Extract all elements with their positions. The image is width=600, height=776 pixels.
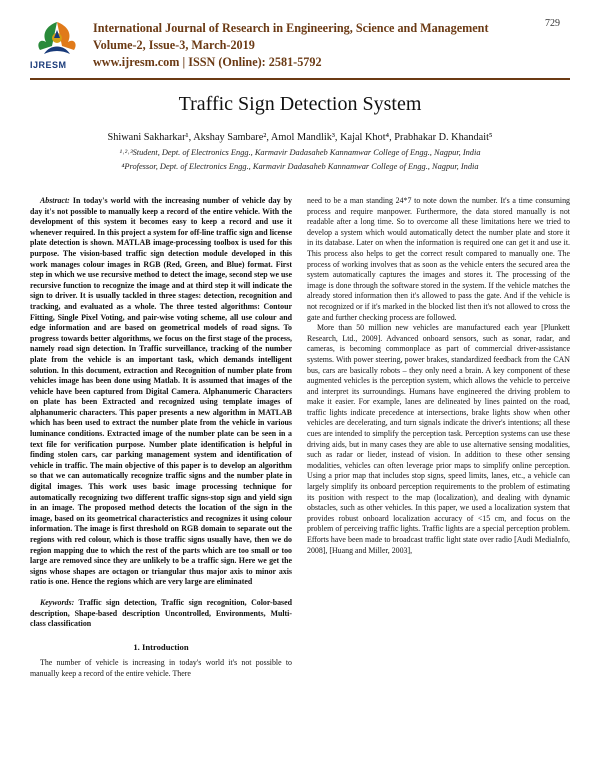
- section-heading-introduction: 1. Introduction: [133, 641, 189, 652]
- journal-name: International Journal of Research in Engineering, Science and Management: [93, 21, 489, 35]
- paper-title: Traffic Sign Detection System: [178, 93, 422, 115]
- keywords-text: Traffic sign detection, Traffic sign recognition, Color-based description, Shape-based description Uncontrolled, Environments, Multi-class classification: [30, 597, 292, 629]
- logo-text: IJRESM: [30, 60, 67, 70]
- keywords: [30, 598, 292, 630]
- journal-info: [93, 20, 533, 71]
- left-column: [30, 196, 292, 680]
- body-paragraph-2: More than 50 million new vehicles are manufactured each year [Plunkett Research, Ltd., 2009]. Advanced onboard sensors, such as sonar, radar, and cameras, is becoming commonplace as part of commercial driver-assistance systems. With power steering, power brakes, standardized feedback from the CAN bus, cars are basically robots – they only need a brain. A key component of these augmented vehicles is the perception system, which allows the vehicle to perceive and interpret its surroundings. Humans have engineered the driving problem to make it easier. For example, lanes are delineated by lines painted on the road, traffic lights indicate precedence at intersections, brake lights show when other vehicles are decelerating, and turn signals indicate the driver's intentions; all these cues are intended to simplify the perception task. Perception systems can use these driving aids, but in many cases they are able to use alternative sensing modalities, such as radar or lieder, instead of vision. In addition to these other sensing modalities, vehicles can often leverage prior maps to simplify online perception. Using a prior map that includes stop signs, speed limits, lanes, etc., a vehicle can largely simplify its onboard perception requirements to the problem of estimating its position with respect to the map (localization), and dealing with dynamic obstacles, such as other vehicles. In this paper, we used a localization system that provides robust onboard localization accuracy of <15 cm, and focus on the problem of perceiving traffic lights. Traffic lights are a special perception problem. Efforts have been made to broadcast traffic light state over radio [Audi MediaInfo, 2008], [Huang and Miller, 2003],: [307, 323, 570, 555]
- right-column: [307, 196, 570, 556]
- journal-website: www.ijresm.com | ISSN (Online): 2581-5792: [93, 55, 322, 69]
- abstract-text: In today's world with the increasing number of vehicle day by day it's not possible to manually keep a record of the entire vehicle. With the development of this system it becomes easy to keep a record and use it whenever required. In this project a system for off-line traffic sign and license plate detection is shown. MATLAB image-processing toolbox is used for this purpose. The vision-based traffic sign detection module developed in this work manages colour images in RGB (Red, Green, and Blue) format. First step in which we use recursive method to detect the image, second step we use recursive function to recognize the image and at third step it will indicate the sign to driver. It is usually tackled in three stages: detection, recognition and tracking, and evaluated as a whole. The three tested algorithms: Contour Fitting, Single Pixel Voting, and pair-wise voting scheme, all use colour and edge information and are based on geometrical models of road signs. To progress towards better algorithms, we focus on the first stage of the process, namely road sign detection. In Traffic surveillance, tracking of the number plate from the vehicle is an important task, which demands intelligent solution. In this document, extraction and Recognition of number plate from vehicles image has been done using Matlab. It is assumed that images of the vehicle have been captured from Digital Camera. Alphanumeric Characters on plate has been Extracted and recognized using template images of alphanumeric characters. This paper presents a new algorithm in MATLAB which has been used to extract the number plate from the vehicle in various luminance conditions. Extracted image of the number plate can be seen in a text file for verification purpose. Number plate identification is helpful in finding stolen cars, car parking management system and identification of vehicle in traffic. The main objective of this paper is to develop an algorithm so that we can automatically recognize traffic signs and the number plate in digital images. This work uses basic image processing technique for automatically recognizing two different traffic signs-stop sign and yield sign in an image. The proposed method detects the location of the sign in the image, based on its geometrical characteristics and recognizes it using colour information. The image is first threshold on RGB domain to separate out the regions with red colour, which is those traffic signs usually have, then we do region mapping due to which the rest of the parts which are too small or too large are removed since they are unlikely to be a traffic sign. Here we get the signs whose shapes are octagon or triangular thus major axis to minor axis ratio is one. Hence the regions which are very large are eliminated: [30, 196, 292, 587]
- page-number: 729: [545, 18, 560, 29]
- journal-header: [0, 0, 600, 80]
- abstract: [30, 196, 292, 588]
- header-divider: [30, 78, 570, 80]
- keywords-label: Keywords:: [40, 597, 75, 607]
- journal-logo-icon: [32, 20, 82, 64]
- affiliation-professor: ⁴Professor, Dept. of Electronics Engg., Karmavir Dadasaheb Kannamwar College of Engg., Nagpur, India: [121, 162, 479, 171]
- introduction-paragraph: The number of vehicle is increasing in today's world it's not possible to manually keep a record of the entire vehicle. There: [30, 658, 292, 678]
- journal-volume: Volume-2, Issue-3, March-2019: [93, 38, 255, 52]
- affiliation-students: ¹˒²˒³Student, Dept. of Electronics Engg., Karmavir Dadasaheb Kannamwar College of Engg., Nagpur, India: [119, 148, 481, 157]
- abstract-label: Abstract:: [40, 196, 70, 205]
- paper-authors: Shiwani Sakharkar¹, Akshay Sambare², Amol Mandlik³, Kajal Khot⁴, Prabhakar D. Khandait⁵: [107, 132, 493, 143]
- body-paragraph-1: need to be a man standing 24*7 to note down the number. It's a time consuming process and require manpower. Furthermore, the data stored manually is not readable after a long time. So to overcome all these limitations here we tried to develop a system which would automatically detect the number plate and store it in its database. Later on when the information is required one can get it and use it. This process also helps to get the correct result compared to manually one. The process of working involves that as soon as the vehicle enters the secured area the system automatically captures the images and stores it. The processing of the image is done through the software stored in the system. If the vehicle matches the already stored information then it's allowed to pass the gate. And if the vehicle is not recognized or if it's marked in the blocked list then it's not allowed to cross the gate and further checking process are followed.: [307, 196, 570, 322]
